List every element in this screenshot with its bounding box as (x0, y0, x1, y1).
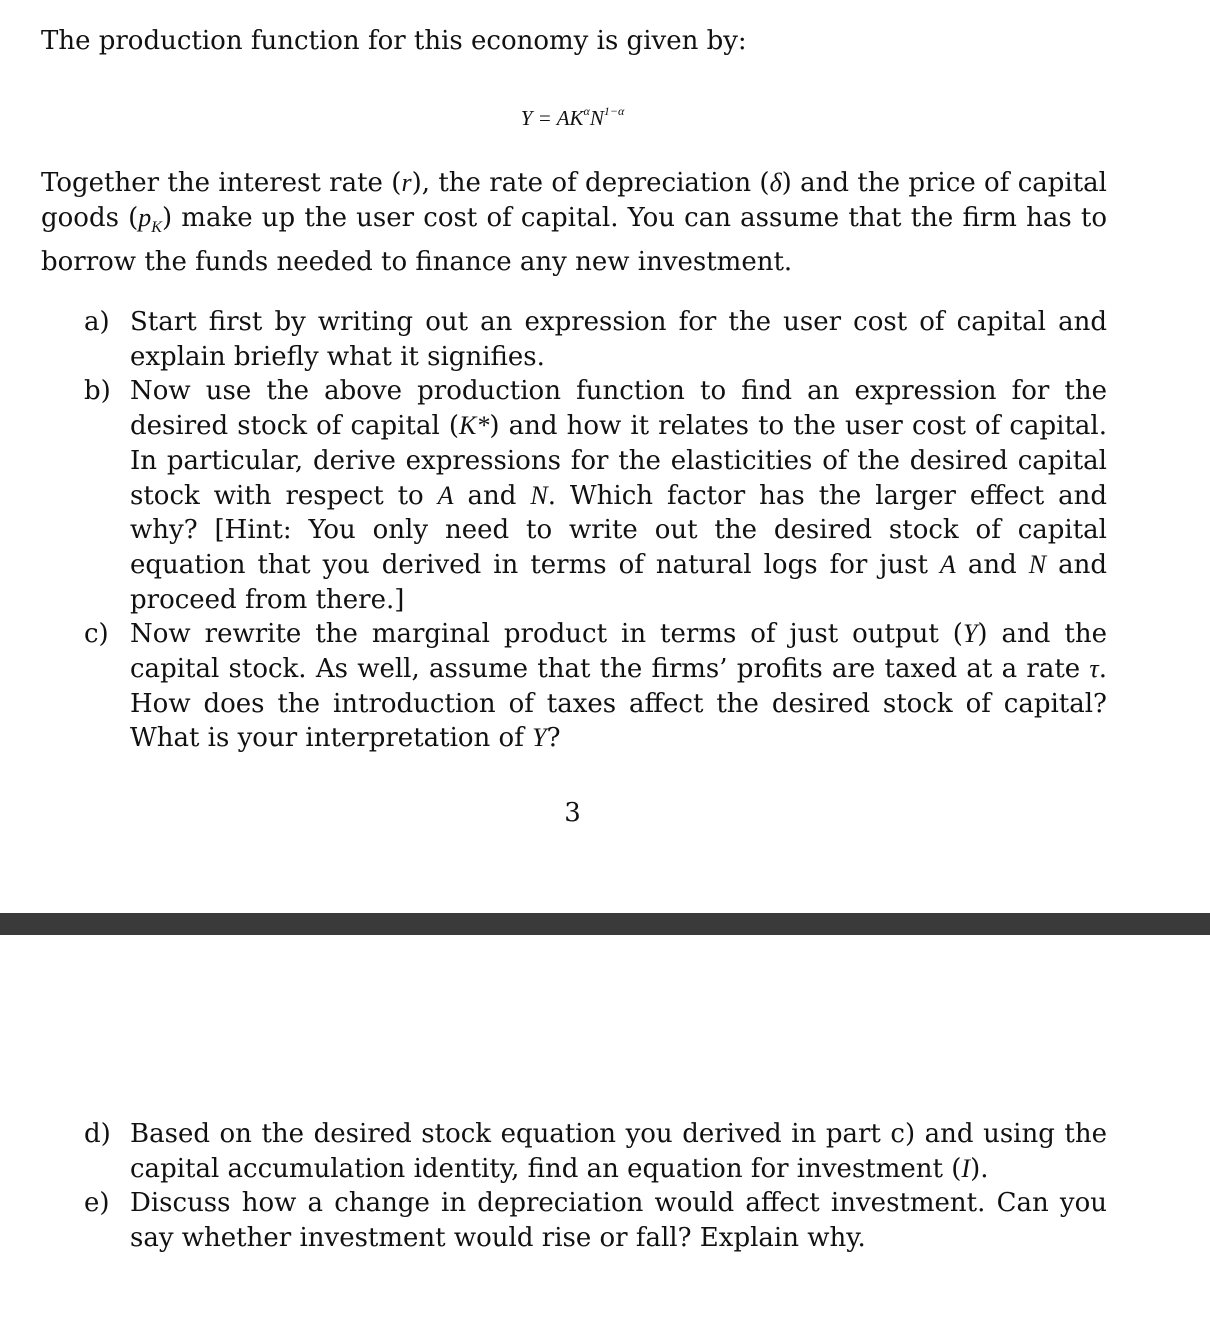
text-run: . Which factor has the larger effect and why? [Hint: You only need to write out the desired stock of capital equation that you derived in terms of natural logs for just (130, 480, 1107, 580)
question-b (84, 374, 1107, 617)
desired-capital-symbol: K* (459, 411, 490, 441)
question-c (84, 617, 1107, 756)
user-cost-paragraph (41, 166, 1107, 280)
text-run: ) and the capital stock. As well, assume that the firms’ profits are taxed at a rate (130, 619, 1107, 685)
tax-rate-symbol: τ (1089, 654, 1099, 684)
question-text: Discuss how a change in depreciation would affect investment. Can you say whether investment would rise or fall? Explain why. (130, 1188, 1107, 1254)
text-run: ? (546, 723, 561, 754)
output-symbol: Y (532, 723, 547, 753)
price-symbol: p (138, 202, 152, 232)
symbol-a: A (939, 549, 956, 579)
text-run: ) and how it relates to the user cost of capital. In particular, derive expressions for the elasticities of the desired capital stock with respect to (130, 411, 1107, 511)
text-run: Based on the desired stock equation you derived in part c) and using the capital accumulation identity, find an equation for investment ( (130, 1119, 1107, 1184)
symbol-n: N (530, 480, 548, 510)
question-text: Start first by writing out an expression for the user cost of capital and explain briefly what it signifies. (130, 307, 1107, 372)
text-run: Now use the above production function to find an expression for the desired stock of capital ( (130, 376, 1107, 442)
paragraph-text: ) and the price of capital goods ( (41, 168, 1107, 233)
question-letter: e) (84, 1188, 110, 1219)
text-run: Now rewrite the marginal product in terms of just output ( (130, 619, 963, 650)
price-subscript: K (151, 218, 162, 236)
question-letter: d) (84, 1119, 111, 1149)
question-list-first (84, 305, 1107, 756)
investment-symbol: I (961, 1153, 971, 1183)
intro-text: The production function for this economy is given by: (41, 26, 747, 56)
paragraph-text: Together the interest rate ( (41, 168, 402, 198)
question-text (130, 617, 1107, 756)
text-run: and (453, 480, 531, 511)
question-letter: c) (84, 619, 109, 650)
question-text (130, 374, 1107, 617)
question-text (130, 1117, 1107, 1186)
paragraph-text: ), the rate of depreciation ( (411, 168, 770, 198)
question-list-second (84, 1117, 1107, 1256)
question-letter: a) (84, 307, 110, 337)
page-number: 3 (564, 798, 581, 828)
symbol-n: N (1028, 549, 1047, 579)
symbol-a: A (437, 480, 454, 510)
text-run: and (955, 549, 1029, 580)
text-run: . How does the introduction of taxes affect the desired stock of capital? What is your interpretation of (130, 654, 1107, 754)
question-a (84, 305, 1107, 374)
production-function-formula (0, 96, 1145, 133)
paragraph-text: ) make up the user cost of capital. You can assume that the firm has to borrow the funds needed to finance any new investment. (41, 202, 1107, 278)
text-run: ). (970, 1153, 989, 1184)
question-e (84, 1186, 1107, 1255)
output-symbol: Y (962, 619, 978, 649)
question-letter: b) (84, 376, 111, 407)
formula-n-exponent: 1−α (603, 104, 625, 118)
interest-rate-symbol: r (401, 168, 412, 197)
depreciation-symbol: δ (769, 168, 782, 197)
question-d (84, 1117, 1107, 1186)
text-run: and proceed from there.] (130, 549, 1108, 615)
formula-alpha-exponent: α (583, 104, 590, 118)
formula-n: N (589, 106, 604, 130)
page-break-divider (0, 913, 1210, 935)
formula-lhs: Y = AK (520, 106, 584, 130)
